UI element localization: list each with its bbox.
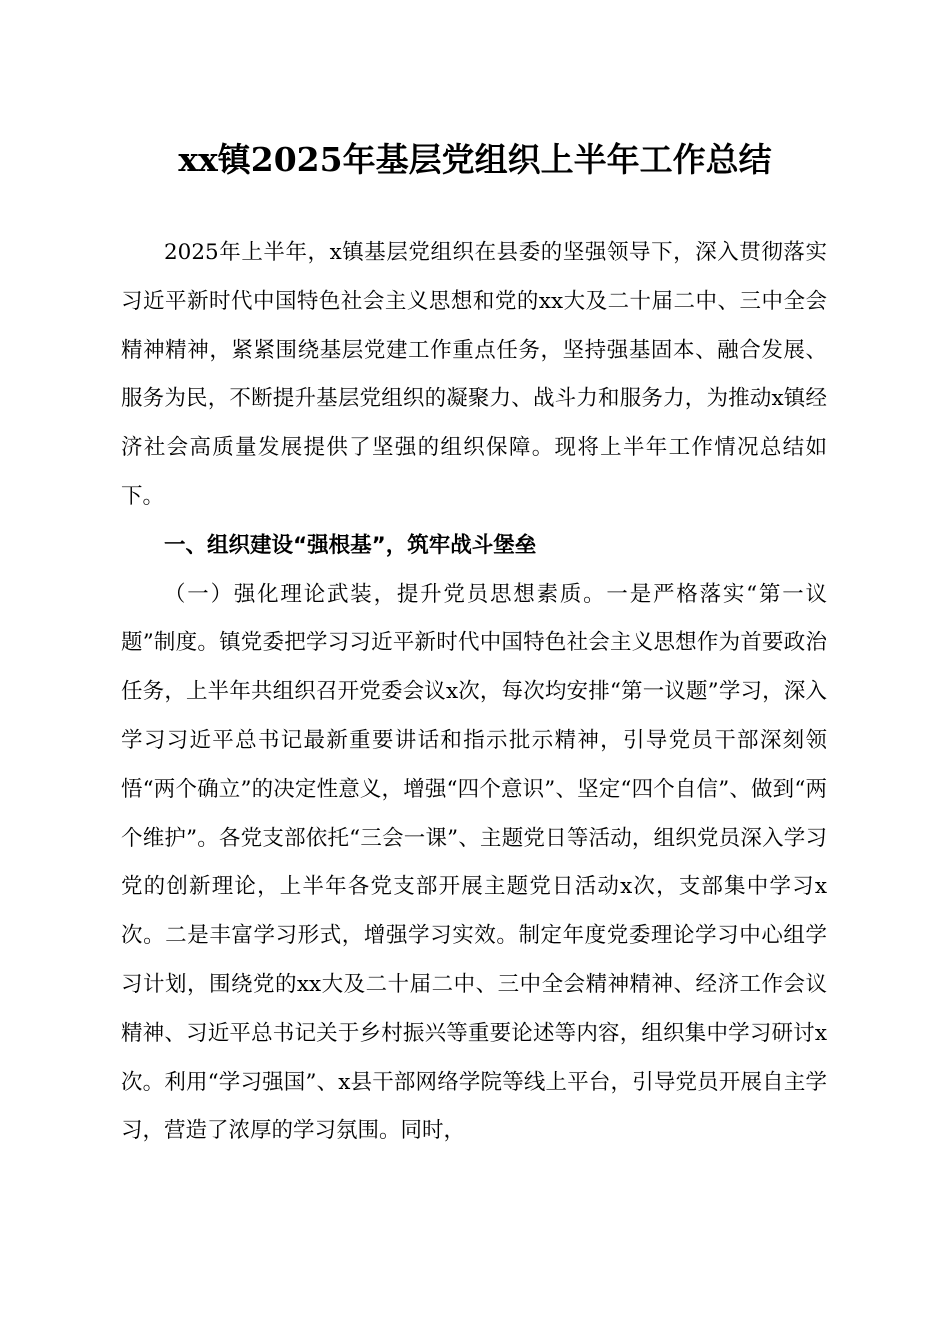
document-title: xx镇2025年基层党组织上半年工作总结	[178, 140, 772, 179]
section-1-paragraph-1: （一）强化理论武装，提升党员思想素质。一是严格落实“第一议题”制度。镇党委把学习习近平新时代中国特色社会主义思想作为首要政治任务，上半年共组织召开党委会议x次，每次均安排“第一议题”学习，深入学习习近平总书记最新重要讲话和指示批示精神，引导党员干部深刻领悟“两个确立”的决定性意义，增强“四个意识”、坚定“四个自信”、做到“两个维护”。各党支部依托“三会一课”、主题党日等活动，组织党员深入学习党的创新理论，上半年各党支部开展主题党日活动x次，支部集中学习x次。二是丰富学习形式，增强学习实效。制定年度党委理论学习中心组学习计划，围绕党的xx大及二十届二中、三中全会精神精神、经济工作会议精神、习近平总书记关于乡村振兴等重要论述等内容，组织集中学习研讨x次。利用“学习强国”、x县干部网络学院等线上平台，引导党员开展自主学习，营造了浓厚的学习氛围。同时，	[121, 581, 827, 1144]
intro-paragraph: 2025年上半年，x镇基层党组织在县委的坚强领导下，深入贯彻落实习近平新时代中国特色社会主义思想和党的xx大及二十届二中、三中全会精神精神，紧紧围绕基层党建工作重点任务，坚持强基固本、融合发展、服务为民，不断提升基层党组织的凝聚力、战斗力和服务力，为推动x镇经济社会高质量发展提供了坚强的组织保障。现将上半年工作情况总结如下。	[121, 240, 827, 509]
section-heading-1: 一、组织建设“强根基”，筑牢战斗堡垒	[164, 532, 537, 558]
document-body	[121, 229, 827, 1156]
